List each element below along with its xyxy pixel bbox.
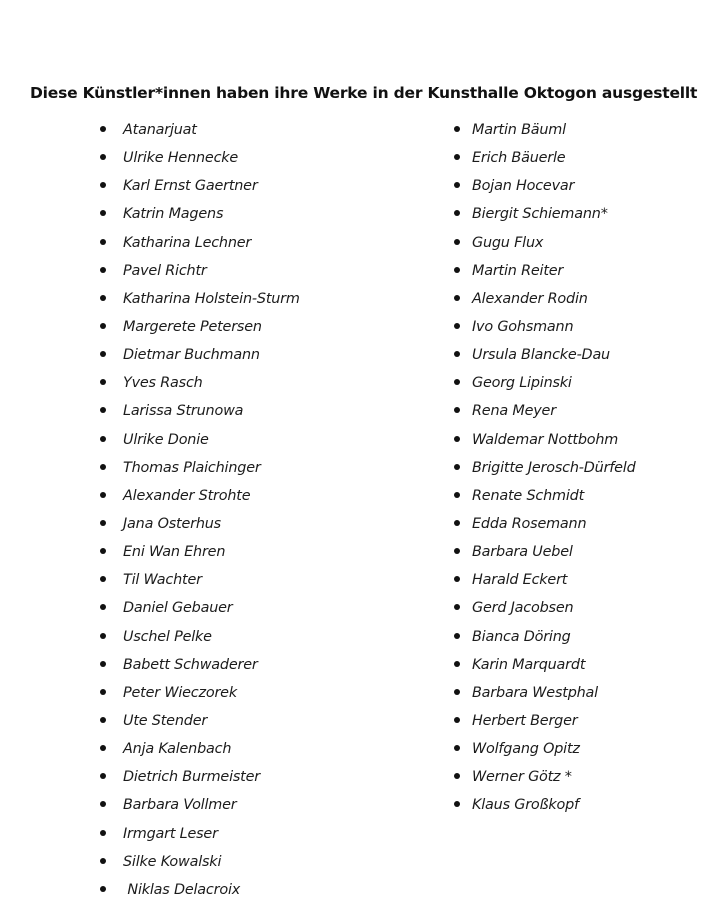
bullet-icon [454,801,460,807]
bullet-icon [100,210,106,216]
list-item [100,313,300,341]
list-item [100,369,300,397]
list-item [100,820,300,848]
bullet-icon [100,858,106,864]
list-item [454,735,636,763]
artist-name: Pavel Richtr [123,262,207,279]
bullet-icon [100,576,106,582]
bullet-icon [100,604,106,610]
artist-name: Anja Kalenbach [123,741,232,758]
list-item [100,229,300,257]
artist-name: Werner Götz * [472,769,572,786]
artist-name: Yves Rasch [123,375,203,392]
artist-name: Babett Schwaderer [123,656,258,673]
artist-name: Eni Wan Ehren [123,544,226,561]
artist-name: Biergit Schiemann* [472,206,608,223]
bullet-icon [454,717,460,723]
list-item [100,538,300,566]
list-item [454,116,636,144]
artist-name: Bianca Döring [472,628,571,645]
artist-name: Margerete Petersen [123,318,262,335]
artist-name: Ulrike Hennecke [123,150,239,167]
artist-name: Wolfgang Opitz [472,741,580,758]
list-item [454,313,636,341]
bullet-icon [454,436,460,442]
artist-name: Alexander Strohte [123,487,251,504]
page-title: Diese Künstler*innen haben ihre Werke in der Kunsthalle Oktogon ausgestellt [30,84,698,102]
list-item [100,876,300,904]
bullet-icon [100,492,106,498]
artist-name: Larissa Strunowa [123,403,244,420]
list-item [100,594,300,622]
artist-name: Niklas Delacroix [123,881,241,898]
list-item [100,397,300,425]
bullet-icon [454,576,460,582]
bullet-icon [454,492,460,498]
bullet-icon [100,689,106,695]
list-item [100,791,300,819]
bullet-icon [100,745,106,751]
artist-name: Barbara Vollmer [123,797,237,814]
list-item [100,341,300,369]
bullet-icon [100,407,106,413]
bullet-icon [454,210,460,216]
artist-name: Dietmar Buchmann [123,347,260,364]
list-item [100,763,300,791]
list-item [454,200,636,228]
list-item [100,426,300,454]
list-item [454,707,636,735]
artist-name: Irmgart Leser [123,825,218,842]
artist-name: Klaus Großkopf [472,797,579,814]
bullet-icon [100,520,106,526]
list-item [454,623,636,651]
bullet-icon [100,633,106,639]
artist-name: Gugu Flux [472,234,544,251]
list-item [454,454,636,482]
bullet-icon [454,520,460,526]
bullet-icon [454,745,460,751]
list-item [100,482,300,510]
bullet-icon [100,717,106,723]
artist-name: Martin Bäuml [472,122,566,138]
list-item [100,679,300,707]
bullet-icon [100,548,106,554]
bullet-icon [454,267,460,273]
artist-name: Thomas Plaichinger [123,459,261,476]
bullet-icon [100,886,106,892]
artist-name: Georg Lipinski [472,375,572,392]
list-item [454,594,636,622]
bullet-icon [100,801,106,807]
artist-name: Renate Schmidt [472,487,585,504]
bullet-icon [454,154,460,160]
list-item [100,144,300,172]
list-item [100,257,300,285]
list-item [454,426,636,454]
artist-name: Erich Bäuerle [472,150,566,167]
artist-name: Martin Reiter [472,262,564,279]
artist-name: Karin Marquardt [472,656,586,673]
bullet-icon [100,351,106,357]
bullet-icon [100,661,106,667]
bullet-icon [454,661,460,667]
artist-name: Rena Meyer [472,403,556,420]
artist-name: Jana Osterhus [123,515,221,532]
bullet-icon [454,126,460,132]
list-item [454,341,636,369]
bullet-icon [100,436,106,442]
bullet-icon [454,689,460,695]
artist-name: Bojan Hocevar [472,178,575,195]
list-item [454,285,636,313]
list-item [100,285,300,313]
artist-name: Waldemar Nottbohm [472,431,619,448]
list-item [100,651,300,679]
bullet-icon [454,295,460,301]
bullet-icon [100,267,106,273]
artist-name: Daniel Gebauer [123,600,233,617]
bullet-icon [454,323,460,329]
artist-name: Edda Rosemann [472,515,587,532]
artist-name: Peter Wieczorek [123,684,237,701]
bullet-icon [454,407,460,413]
artist-name: Brigitte Jerosch-Dürfeld [472,459,636,476]
list-item [454,763,636,791]
bullet-icon [100,830,106,836]
bullet-icon [100,464,106,470]
artist-list-left [100,116,300,904]
bullet-icon [100,154,106,160]
list-item [454,538,636,566]
artist-name: Barbara Westphal [472,684,598,701]
list-item [100,454,300,482]
artist-name: Karl Ernst Gaertner [123,178,258,195]
artist-name: Ute Stender [123,712,208,729]
list-item [454,397,636,425]
bullet-icon [100,182,106,188]
bullet-icon [454,604,460,610]
artist-name: Uschel Pelke [123,628,212,645]
artist-name: Ursula Blancke-Dau [472,347,610,364]
list-item [100,510,300,538]
artist-name: Ivo Gohsmann [472,318,574,335]
list-item [100,623,300,651]
list-item [454,257,636,285]
artist-name: Ulrike Donie [123,431,209,448]
bullet-icon [454,633,460,639]
list-item [454,651,636,679]
bullet-icon [454,548,460,554]
list-item [100,172,300,200]
bullet-icon [454,351,460,357]
list-item [100,200,300,228]
list-item [454,791,636,819]
bullet-icon [100,323,106,329]
bullet-icon [454,239,460,245]
bullet-icon [454,464,460,470]
list-item [454,144,636,172]
artist-name: Katharina Lechner [123,234,252,251]
list-item [454,482,636,510]
artist-name: Katharina Holstein-Sturm [123,290,300,307]
bullet-icon [454,379,460,385]
artist-name: Alexander Rodin [472,290,588,307]
artist-name: Til Wachter [123,572,202,589]
list-item [100,848,300,876]
list-item [454,369,636,397]
artist-list-right [454,116,636,820]
list-item [100,707,300,735]
artist-name: Herbert Berger [472,712,578,729]
list-item [100,116,300,144]
list-item [100,735,300,763]
list-item [454,679,636,707]
artist-name: Dietrich Burmeister [123,769,260,786]
artist-name: Atanarjuat [123,122,197,138]
bullet-icon [100,379,106,385]
artist-name: Barbara Uebel [472,544,573,561]
bullet-icon [454,773,460,779]
artist-name: Katrin Magens [123,206,224,223]
artist-name: Harald Eckert [472,572,568,589]
artist-name: Silke Kowalski [123,853,222,870]
bullet-icon [454,182,460,188]
bullet-icon [100,295,106,301]
bullet-icon [100,773,106,779]
list-item [454,566,636,594]
artist-name: Gerd Jacobsen [472,600,574,617]
list-item [100,566,300,594]
bullet-icon [100,126,106,132]
list-item [454,229,636,257]
list-item [454,510,636,538]
bullet-icon [100,239,106,245]
list-item [454,172,636,200]
